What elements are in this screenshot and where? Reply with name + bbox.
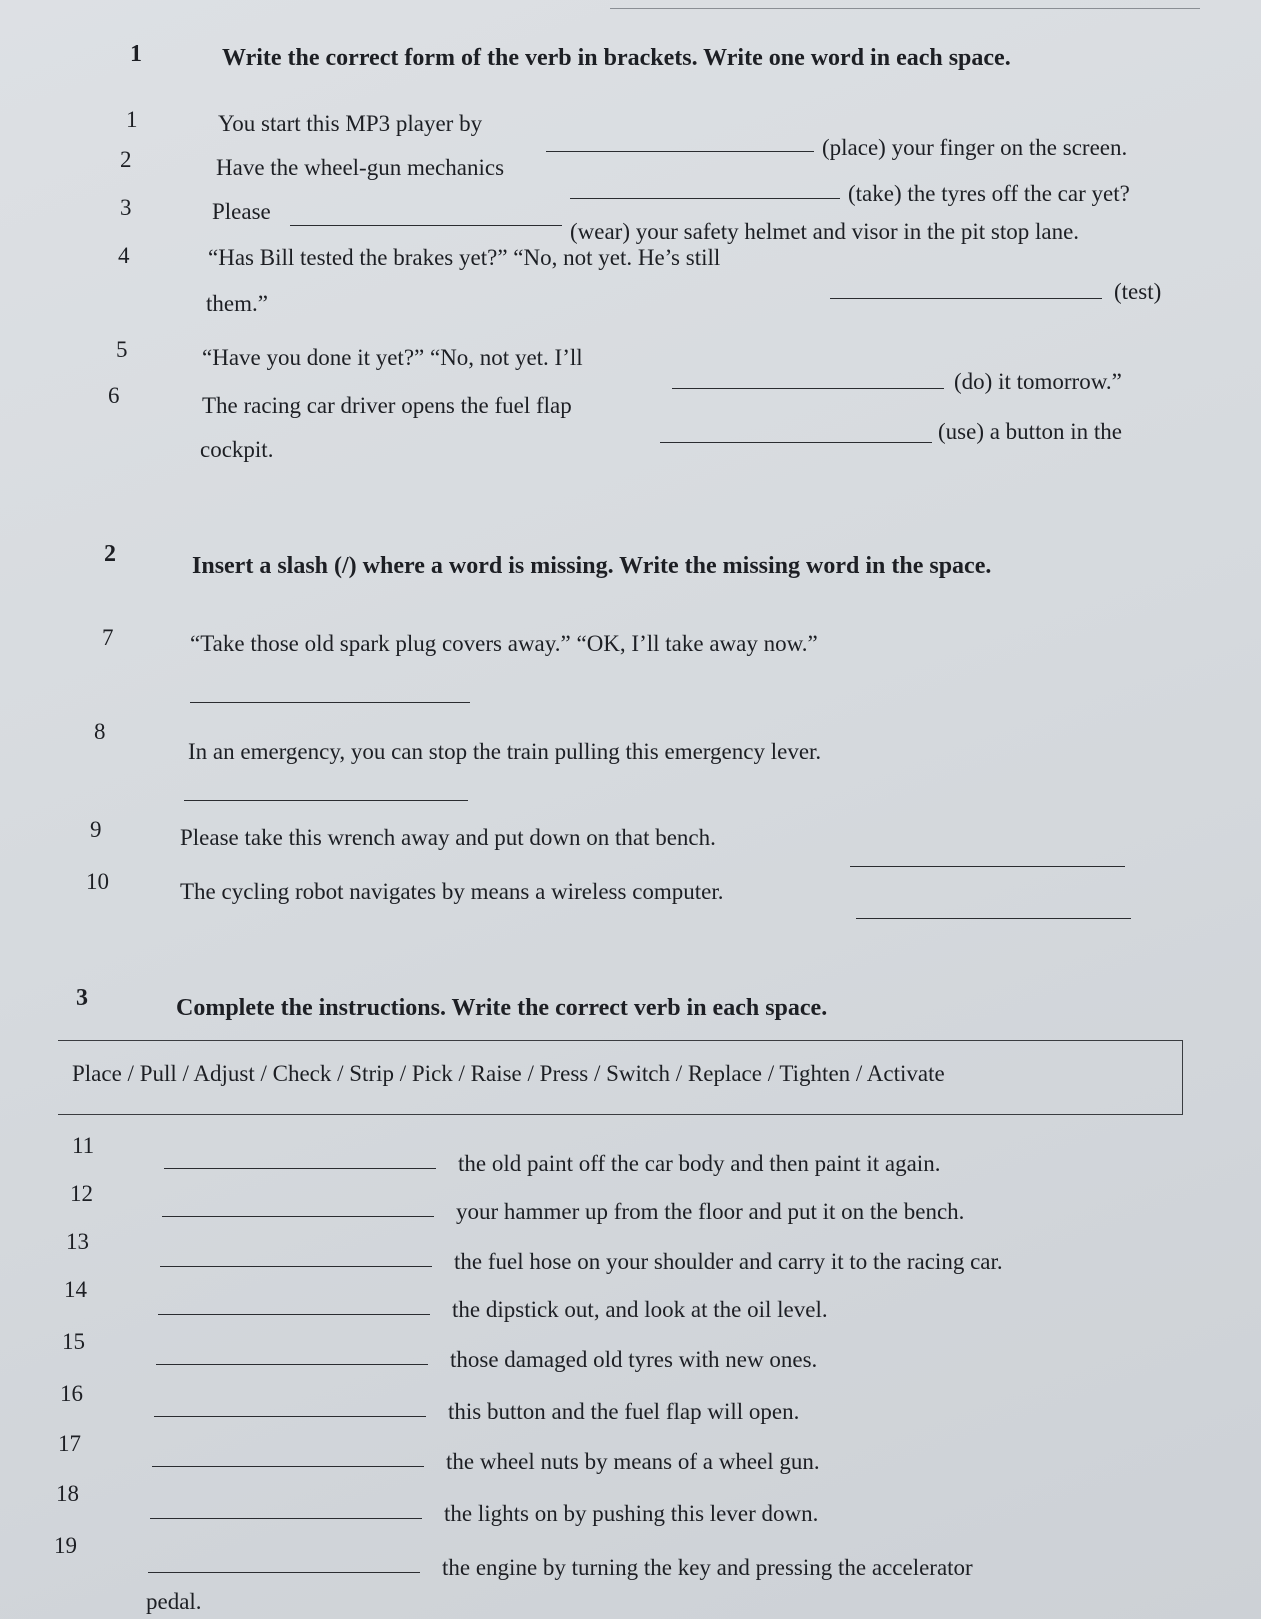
section-1-instruction: Write the correct form of the verb in brackets. Write one word in each space. xyxy=(222,45,1011,71)
item-5-text: “Have you done it yet?” “No, not yet. I’ll xyxy=(202,345,583,370)
item-12-text: your hammer up from the floor and put it on the bench. xyxy=(456,1199,965,1224)
item-3-blank[interactable] xyxy=(290,225,562,226)
item-8-text: In an emergency, you can stop the train pulling this emergency lever. xyxy=(188,739,822,764)
item-3-number: 3 xyxy=(120,195,132,220)
item-10-text: The cycling robot navigates by means a wireless computer. xyxy=(180,879,724,904)
item-13-blank[interactable] xyxy=(160,1266,432,1267)
item-12-number: 12 xyxy=(70,1181,93,1206)
item-17-blank[interactable] xyxy=(152,1466,424,1467)
section-2-instruction: Insert a slash (/) where a word is missing. Write the missing word in the space. xyxy=(192,553,992,579)
item-6-hint: (use) a button in the xyxy=(938,419,1122,444)
item-11-number: 11 xyxy=(72,1133,95,1158)
item-3-hint: (wear) your safety helmet and visor in the pit stop lane. xyxy=(570,219,1080,244)
item-6-text: The racing car driver opens the fuel flap xyxy=(202,393,572,418)
item-8-number: 8 xyxy=(94,719,106,744)
item-14-number: 14 xyxy=(64,1277,87,1302)
item-19-number: 19 xyxy=(54,1533,77,1558)
item-6-blank[interactable] xyxy=(660,442,932,443)
item-2-hint: (take) the tyres off the car yet? xyxy=(848,181,1130,206)
item-14-text: the dipstick out, and look at the oil level. xyxy=(452,1297,828,1322)
item-1-number: 1 xyxy=(126,107,138,132)
item-1-text: You start this MP3 player by xyxy=(218,111,483,136)
item-4-blank[interactable] xyxy=(830,298,1102,299)
item-13-text: the fuel hose on your shoulder and carry it to the racing car. xyxy=(454,1249,1003,1274)
item-10-blank[interactable] xyxy=(856,918,1131,919)
item-7-number: 7 xyxy=(102,625,114,650)
item-5-number: 5 xyxy=(116,337,128,362)
item-16-text: this button and the fuel flap will open. xyxy=(448,1399,800,1424)
item-14-blank[interactable] xyxy=(158,1314,430,1315)
item-17-text: the wheel nuts by means of a wheel gun. xyxy=(446,1449,820,1474)
item-18-blank[interactable] xyxy=(150,1518,422,1519)
word-box xyxy=(58,1040,1183,1115)
word-box-list: Place / Pull / Adjust / Check / Strip / Pick / Raise / Press / Switch / Replace / Tighten / Activate xyxy=(72,1061,945,1086)
item-19-text: the engine by turning the key and pressing the accelerator xyxy=(442,1555,973,1580)
item-19-continuation: pedal. xyxy=(146,1589,202,1614)
item-2-text: Have the wheel-gun mechanics xyxy=(216,155,505,180)
item-15-blank[interactable] xyxy=(156,1364,428,1365)
item-13-number: 13 xyxy=(66,1229,89,1254)
item-9-text: Please take this wrench away and put down on that bench. xyxy=(180,825,716,850)
section-3-number: 3 xyxy=(76,985,88,1011)
item-6-number: 6 xyxy=(108,383,120,408)
item-18-text: the lights on by pushing this lever down. xyxy=(444,1501,819,1526)
item-9-number: 9 xyxy=(90,817,102,842)
item-9-blank[interactable] xyxy=(850,866,1125,867)
item-7-text: “Take those old spark plug covers away.” “OK, I’ll take away now.” xyxy=(190,631,818,656)
item-4-text: “Has Bill tested the brakes yet?” “No, not yet. He’s still xyxy=(208,245,721,270)
item-4-hint: (test) xyxy=(1114,279,1162,304)
item-11-blank[interactable] xyxy=(164,1168,436,1169)
section-1-number: 1 xyxy=(130,41,142,67)
item-15-number: 15 xyxy=(62,1329,85,1354)
item-2-number: 2 xyxy=(120,147,132,172)
item-1-blank[interactable] xyxy=(546,151,814,152)
item-3-text: Please xyxy=(212,199,271,224)
item-16-blank[interactable] xyxy=(154,1416,426,1417)
item-1-hint: (place) your finger on the screen. xyxy=(822,135,1128,160)
item-10-number: 10 xyxy=(86,869,109,894)
item-17-number: 17 xyxy=(58,1431,81,1456)
item-2-blank[interactable] xyxy=(570,198,840,199)
item-4-number: 4 xyxy=(118,243,130,268)
item-18-number: 18 xyxy=(56,1481,79,1506)
item-5-blank[interactable] xyxy=(672,388,944,389)
top-rule xyxy=(610,8,1200,9)
item-11-text: the old paint off the car body and then paint it again. xyxy=(458,1151,941,1176)
item-12-blank[interactable] xyxy=(162,1216,434,1217)
item-4-continuation: them.” xyxy=(206,291,268,316)
item-19-blank[interactable] xyxy=(148,1572,420,1573)
item-8-blank[interactable] xyxy=(184,800,468,801)
item-5-hint: (do) it tomorrow.” xyxy=(954,369,1122,394)
item-7-blank[interactable] xyxy=(190,702,470,703)
section-3-instruction: Complete the instructions. Write the correct verb in each space. xyxy=(176,995,828,1021)
item-15-text: those damaged old tyres with new ones. xyxy=(450,1347,818,1372)
section-2-number: 2 xyxy=(104,541,116,567)
item-6-continuation: cockpit. xyxy=(200,437,274,462)
item-16-number: 16 xyxy=(60,1381,83,1406)
